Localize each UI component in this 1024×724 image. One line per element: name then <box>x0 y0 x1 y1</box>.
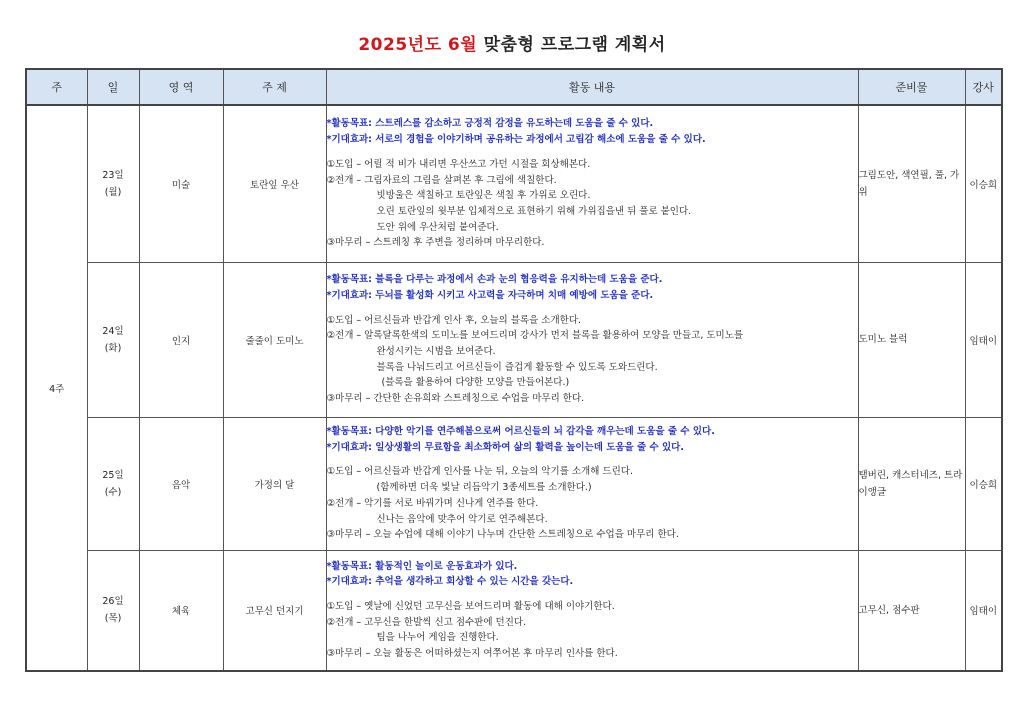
teacher-cell: 임태이 <box>965 550 1002 671</box>
step-intro: ①도입 – 어르신들과 반갑게 인사를 나눈 뒤, 오늘의 악기를 소개해 드린다. <box>326 466 633 478</box>
header-row <box>26 69 1002 105</box>
weekday-label: (화) <box>104 342 122 354</box>
weekday-label: (목) <box>104 613 122 625</box>
step-intro: ①도입 – 어르신들과 반갑게 인사 후, 오늘의 블록을 소개한다. <box>326 314 582 326</box>
goal-text: *활동목표: 다양한 악기를 연주해봄으로써 어르신들의 뇌 감각을 깨우는데 도움을 줄 수 있다. <box>326 426 715 438</box>
prep-cell: 그림도안, 색연필, 풀, 가위 <box>858 105 965 262</box>
header-area: 영 역 <box>139 69 223 105</box>
program-plan-table <box>25 68 1003 672</box>
activity-cell <box>326 105 858 262</box>
step-develop: ②전개 – 고무신을 한발씩 신고 점수판에 던진다. <box>326 616 527 628</box>
step-closing: ③마무리 – 스트레칭 후 주변을 정리하며 마무리한다. <box>326 237 545 249</box>
step-intro: ①도입 – 옛날에 신었던 고무신을 보여드리며 활동에 대해 이야기한다. <box>326 601 615 613</box>
step-detail: (블록을 활용하여 다양한 모양을 만들어본다.) <box>381 377 570 389</box>
topic-cell: 고무신 던지기 <box>223 550 326 671</box>
step-intro: ①도입 – 어릴 적 비가 내리면 우산쓰고 가던 시절을 회상해본다. <box>326 158 591 170</box>
date-cell <box>87 417 139 550</box>
date-label: 23일 <box>102 169 124 181</box>
activity-cell <box>326 550 858 671</box>
step-detail: (함께하면 더욱 빛날 리듬악기 3종세트를 소개한다.) <box>376 482 592 494</box>
weekday-label: (수) <box>104 486 122 498</box>
header-week: 주 <box>26 69 87 105</box>
step-detail: 팀을 나누어 게임을 진행한다. <box>376 632 499 644</box>
activity-cell <box>326 262 858 417</box>
effect-text: *기대효과: 일상생활의 무료함을 최소화하여 삶의 활력을 높이는데 도움을 줄 수 있다. <box>326 441 684 453</box>
table-row <box>26 105 1002 262</box>
activity-cell <box>326 417 858 550</box>
area-cell: 체육 <box>139 550 223 671</box>
topic-cell: 가정의 달 <box>223 417 326 550</box>
table-row <box>26 417 1002 550</box>
effect-text: *기대효과: 서로의 경험을 이야기하며 공유하는 과정에서 고립감 해소에 도움을 줄 수 있다. <box>326 134 706 146</box>
prep-cell: 도미노 블럭 <box>858 262 965 417</box>
step-develop: ②전개 – 알록달록한색의 도미노를 보여드리며 강사가 먼저 블록을 활용하여 모양을 만들고, 도미노를 <box>326 330 744 342</box>
date-cell <box>87 550 139 671</box>
step-detail: 신나는 음악에 맞추어 악기로 연주해본다. <box>376 513 548 525</box>
area-cell: 인지 <box>139 262 223 417</box>
page-title <box>0 30 1024 55</box>
step-detail: 오린 토란잎의 윗부분 입체적으로 표현하기 위해 가위집을낸 뒤 풀로 붙인다. <box>376 205 692 217</box>
prep-cell: 고무신, 점수판 <box>858 550 965 671</box>
step-detail: 도안 위에 우산처럼 붙여준다. <box>376 221 499 233</box>
topic-cell: 토란잎 우산 <box>223 105 326 262</box>
table-row <box>26 262 1002 417</box>
date-label: 24일 <box>102 325 124 337</box>
area-cell: 미술 <box>139 105 223 262</box>
header-prep: 준비물 <box>858 69 965 105</box>
area-cell: 음악 <box>139 417 223 550</box>
prep-cell: 탬버린, 캐스터네즈, 트라이앵글 <box>858 417 965 550</box>
header-day: 일 <box>87 69 139 105</box>
weekday-label: (월) <box>104 186 122 198</box>
goal-text: *활동목표: 활동적인 놀이로 운동효과가 있다. <box>326 560 518 572</box>
effect-text: *기대효과: 추억을 생각하고 회상할 수 있는 시간을 갖는다. <box>326 576 574 588</box>
step-detail: 블록을 나눠드리고 어르신들이 즐겁게 활동할 수 있도록 도와드린다. <box>376 361 658 373</box>
date-label: 25일 <box>102 469 124 481</box>
title-text: 맞춤형 프로그램 계획서 <box>483 35 666 55</box>
teacher-cell: 이승희 <box>965 105 1002 262</box>
step-develop: ②전개 – 악기를 서로 바꿔가며 신나게 연주를 한다. <box>326 497 539 509</box>
header-activity: 활동 내용 <box>326 69 858 105</box>
step-detail: 빗방울은 색칠하고 토란잎은 색칠 후 가위로 오린다. <box>376 190 591 202</box>
date-cell <box>87 105 139 262</box>
effect-text: *기대효과: 두뇌를 활성화 시키고 사고력을 자극하며 치매 예방에 도움을 준다. <box>326 289 654 301</box>
table-row <box>26 550 1002 671</box>
date-label: 26일 <box>102 596 124 608</box>
goal-text: *활동목표: 스트레스를 감소하고 긍정적 감정을 유도하는데 도움을 줄 수 있다. <box>326 118 654 130</box>
header-topic: 주 제 <box>223 69 326 105</box>
step-closing: ③마무리 – 오늘 수업에 대해 이야기 나누며 간단한 스트레칭으로 수업을 마무리 한다. <box>326 529 679 541</box>
title-year-month: 2025년도 6월 <box>358 35 478 55</box>
step-closing: ③마무리 – 오늘 활동은 어떠하셨는지 여쭈어본 후 마무리 인사를 한다. <box>326 648 618 660</box>
step-develop: ②전개 – 그림자료의 그림을 살펴본 후 그림에 색칠한다. <box>326 174 557 186</box>
date-cell <box>87 262 139 417</box>
step-detail: 완성시키는 시범을 보여준다. <box>376 346 496 357</box>
step-closing: ③마무리 – 간단한 손유희와 스트레칭으로 수업을 마무리 한다. <box>326 393 585 405</box>
goal-text: *활동목표: 블록을 다루는 과정에서 손과 눈의 협응력을 유지하는데 도움을 준다. <box>326 274 663 286</box>
topic-cell: 줄줄이 도미노 <box>223 262 326 417</box>
teacher-cell: 이승희 <box>965 417 1002 550</box>
teacher-cell: 임태이 <box>965 262 1002 417</box>
header-teacher: 강사 <box>965 69 1002 105</box>
week-cell: 4주 <box>26 105 87 671</box>
